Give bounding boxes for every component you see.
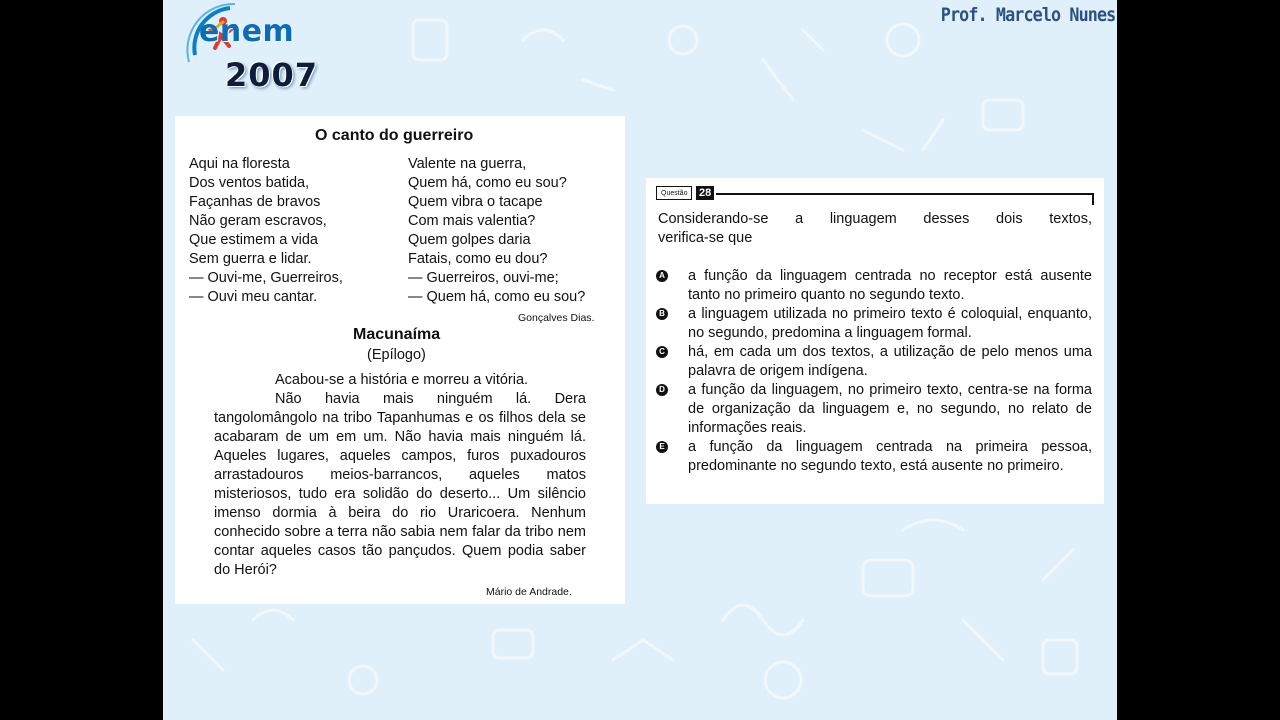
- option-letter: A: [656, 270, 668, 282]
- header-tick: [1092, 193, 1094, 205]
- question-stem: Considerando-se a linguagem desses dois textos,: [658, 211, 1092, 227]
- poem-title: O canto do guerreiro: [315, 127, 474, 144]
- prose-first-line: Acabou-se a história e morreu a vitória.: [275, 372, 529, 388]
- option-text: a função da linguagem, no primeiro texto, centra-se na forma de organização da linguagem e, no segundo, no relato de informações reais.: [688, 382, 1092, 436]
- poem-line: Fatais, como eu dou?: [408, 251, 548, 267]
- poem-line: Valente na guerra,: [408, 156, 527, 172]
- poem-line: Façanhas de bravos: [189, 194, 321, 210]
- option-text: a função da linguagem centrada no receptor está ausente tanto no primeiro quanto no segundo texto.: [688, 268, 1092, 303]
- texts-card: [175, 116, 625, 604]
- poem-line: Que estimem a vida: [189, 232, 318, 248]
- poem-line: Não geram escravos,: [189, 213, 327, 229]
- slide: [163, 0, 1117, 720]
- option-text: a função da linguagem centrada na primeira pessoa, predominante no segundo texto, está ausente no primeiro.: [688, 439, 1092, 474]
- option-letter: C: [656, 346, 668, 358]
- logo-year: 2007: [225, 56, 319, 94]
- poem-line: Quem vibra o tacape: [408, 194, 543, 210]
- poem-line: — Ouvi meu cantar.: [189, 289, 318, 305]
- logo-word: enem: [199, 14, 295, 49]
- poem-line: Dos ventos batida,: [189, 175, 310, 191]
- option-letter: E: [656, 441, 668, 453]
- question-number: 28: [696, 186, 714, 200]
- header-rule: [716, 193, 1094, 195]
- prose-author: Mário de Andrade.: [486, 586, 572, 598]
- prose-text: [214, 371, 586, 580]
- poem-line: Quem há, como eu sou?: [408, 175, 567, 191]
- question-stem-cont: verifica-se que: [658, 230, 753, 246]
- poem-author: Gonçalves Dias.: [518, 312, 595, 324]
- option-letter: B: [656, 308, 668, 320]
- poem-line: Sem guerra e lidar.: [189, 251, 312, 267]
- poem-line: Com mais valentia?: [408, 213, 536, 229]
- poem-line: — Guerreiros, ouvi-me;: [408, 270, 559, 286]
- author-credit: Prof. Marcelo Nunes: [940, 4, 1115, 26]
- question-header: [656, 186, 1096, 202]
- prose-body: Não havia mais ninguém lá. Dera tangolomângolo na tribo Tapanhumas e os filhos dela se acabaram de um em um. Não havia mais ninguém lá. Aqueles lugares, aqueles campos, furos puxadouros arrastadouros meios-barrancos, aqueles matos misteriosos, tudo era solidão do deserto... Um silêncio imenso dormia à beira do rio Uraricoera. Nenhum conhecido sobre a terra não sabia nem falar da tribo nem contar aqueles casos tão pançudos. Quem podia saber do Herói?: [214, 391, 586, 578]
- question-label: Questão: [656, 186, 692, 200]
- option-text: a linguagem utilizada no primeiro texto é coloquial, enquanto, no segundo, predomina a linguagem formal.: [688, 306, 1092, 341]
- prose-subtitle: (Epílogo): [367, 347, 426, 363]
- option-text: há, em cada um dos textos, a utilização de pelo menos uma palavra de origem indígena.: [688, 344, 1092, 379]
- poem-line: — Ouvi-me, Guerreiros,: [189, 270, 343, 286]
- enem-logo: [165, 0, 325, 100]
- question-card: [646, 178, 1104, 504]
- poem-line: Quem golpes daria: [408, 232, 531, 248]
- option-letter: D: [656, 384, 668, 396]
- poem-line: Aqui na floresta: [189, 156, 290, 172]
- poem-line: — Quem há, como eu sou?: [408, 289, 586, 305]
- prose-title: Macunaíma: [353, 326, 441, 343]
